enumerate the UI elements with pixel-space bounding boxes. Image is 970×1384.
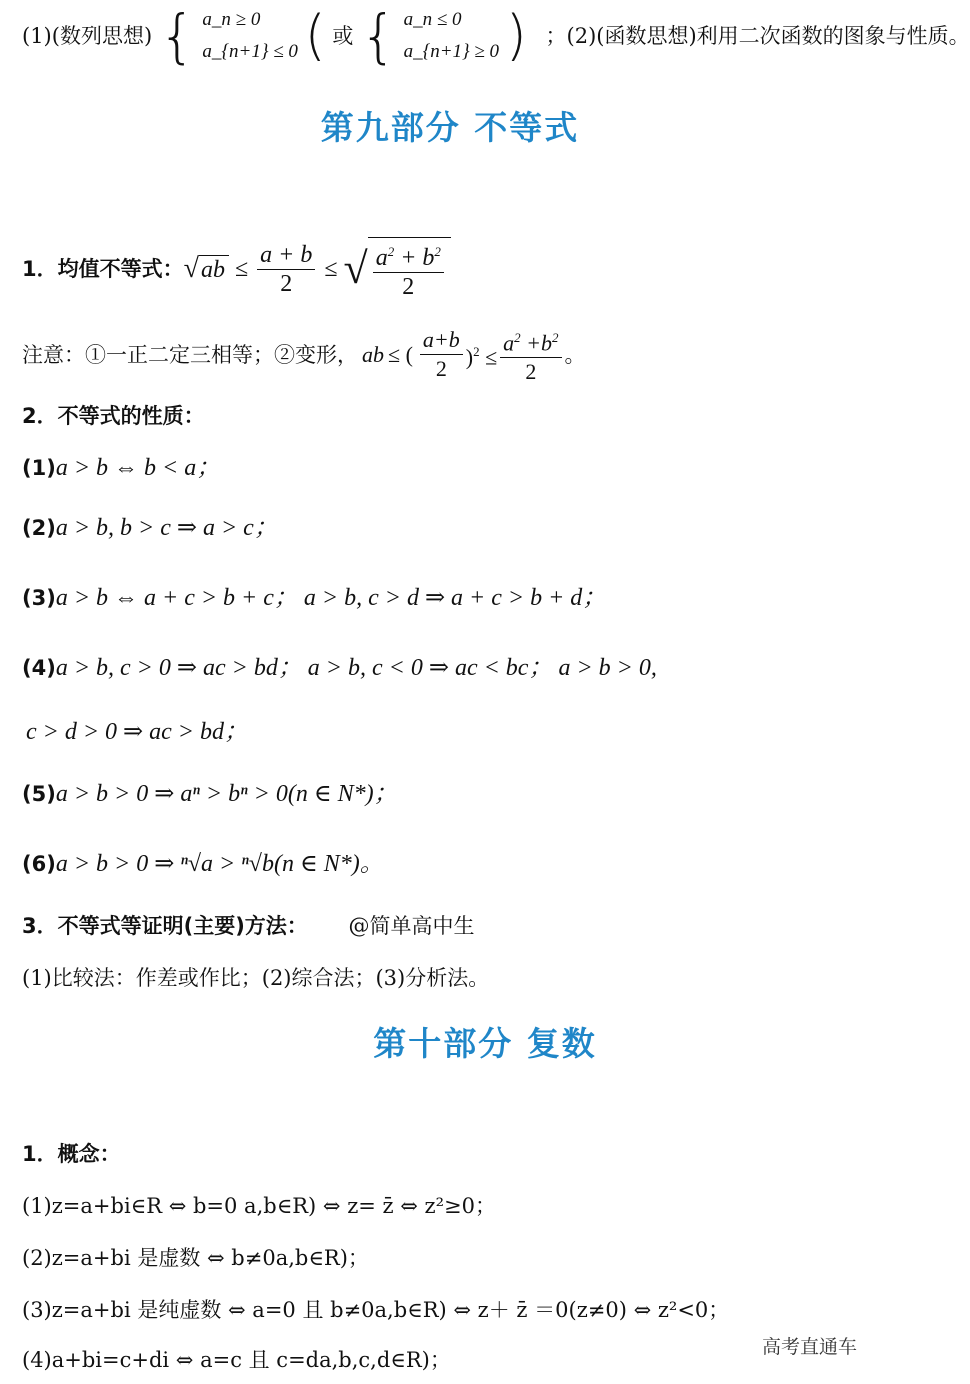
left-paren: ( (304, 4, 326, 67)
s9-item-2-label: 2．不等式的性质： (22, 404, 205, 428)
mean-inequality-formula: √ ab ≤ $\frac{a + b}{2}$ ≤ √ $\frac{a^2 + b^2}{2}$ (184, 237, 451, 301)
concept-row-3: (3)z=a+bi 是纯虚数 ⇔ a=0 且 b≠0a,b∈R) ⇔ z＋ z̄ ＝0(z≠0) ⇔ z²<0； (22, 1298, 730, 1322)
or-label: 或 (332, 24, 354, 48)
concept-row-4: (4)a+bi=c+di ⇔ a=c 且 c=da,b,c,d∈R)； (22, 1348, 451, 1372)
property-num: (4) (22, 656, 56, 680)
watermark: 高考直通车 (762, 1336, 858, 1358)
author-handle: @简单高中生 (348, 914, 475, 938)
right-paren: ) (505, 4, 527, 67)
concept-row-2: (2)z=a+bi 是虚数 ⇔ b≠0a,b∈R)； (22, 1246, 369, 1270)
system-2-row-2: a_{n+1} ≥ 0 (403, 41, 500, 62)
s9-item-3 (22, 912, 475, 940)
property-row-3 (22, 584, 606, 612)
top-suffix: ；(2)(函数思想)利用二次函数的图象与性质。 (545, 24, 970, 48)
system-1-row-1: a_n ≥ 0 (202, 9, 261, 30)
property-text: a > b > 0 ⇒ aⁿ > bⁿ > 0(n ∈ N*)； (55, 781, 398, 807)
property-text: a > b ⇔ a + c > b + c； a > b, c > d ⇒ a + c > b + d； (55, 585, 607, 611)
property-text: a > b, b > c ⇒ a > c； (55, 515, 278, 541)
s10-item-1-label: 1．概念： (22, 1142, 121, 1166)
s9-note-end: 。 (564, 343, 586, 367)
property-text: c > d > 0 ⇒ ac > bd； (26, 719, 248, 745)
property-text: a > b ⇔ b < a； (55, 455, 221, 481)
system-2 (404, 4, 499, 68)
note-formula: ab ≤ ( $\frac{a+b}{2}$ )$^2$ ≤ $\frac{a^2 +b^2}{2}$ (362, 324, 565, 386)
property-num: (2) (22, 516, 56, 540)
s9-note-text: 注意：①一正二定三相等；②变形， (22, 343, 358, 367)
s9-item-1-label: 1．均值不等式： (22, 257, 184, 281)
top-line (22, 2, 970, 70)
property-text: a > b, c > 0 ⇒ ac > bd； a > b, c < 0 ⇒ ac < bc； a > b > 0, (55, 655, 657, 681)
property-row-1 (22, 454, 220, 482)
s9-item-1 (22, 234, 451, 304)
property-row-4 (22, 654, 657, 682)
property-num: (1) (22, 456, 56, 480)
system-2-row-1: a_n ≤ 0 (403, 9, 462, 30)
s9-item-3-label: 3．不等式等证明(主要)方法： (22, 914, 308, 938)
property-row-6 (22, 850, 384, 878)
property-num: (3) (22, 586, 56, 610)
property-row-5 (22, 780, 398, 808)
concept-row-1: (1)z=a+bi∈R ⇔ b=0 a,b∈R) ⇔ z= z̄ ⇔ z²≥0； (22, 1194, 496, 1218)
property-row-4-cont (26, 718, 248, 746)
property-num: (5) (22, 782, 56, 806)
section-9-title: 第九部分 不等式 (320, 108, 580, 147)
left-brace: { (158, 2, 196, 70)
property-num: (6) (22, 852, 56, 876)
s9-methods: (1)比较法：作差或作比；(2)综合法；(3)分析法。 (22, 966, 490, 990)
property-text: a > b > 0 ⇒ ⁿ√a > ⁿ√b(n ∈ N*)。 (55, 851, 384, 877)
system-1-row-2: a_{n+1} ≤ 0 (202, 41, 298, 62)
system-1 (202, 4, 297, 68)
property-row-2 (22, 514, 278, 542)
s9-note (22, 322, 586, 388)
top-prefix: (1)(数列思想) (22, 24, 153, 48)
section-10-title: 第十部分 复数 (373, 1024, 597, 1063)
left-brace-2: { (360, 2, 397, 70)
